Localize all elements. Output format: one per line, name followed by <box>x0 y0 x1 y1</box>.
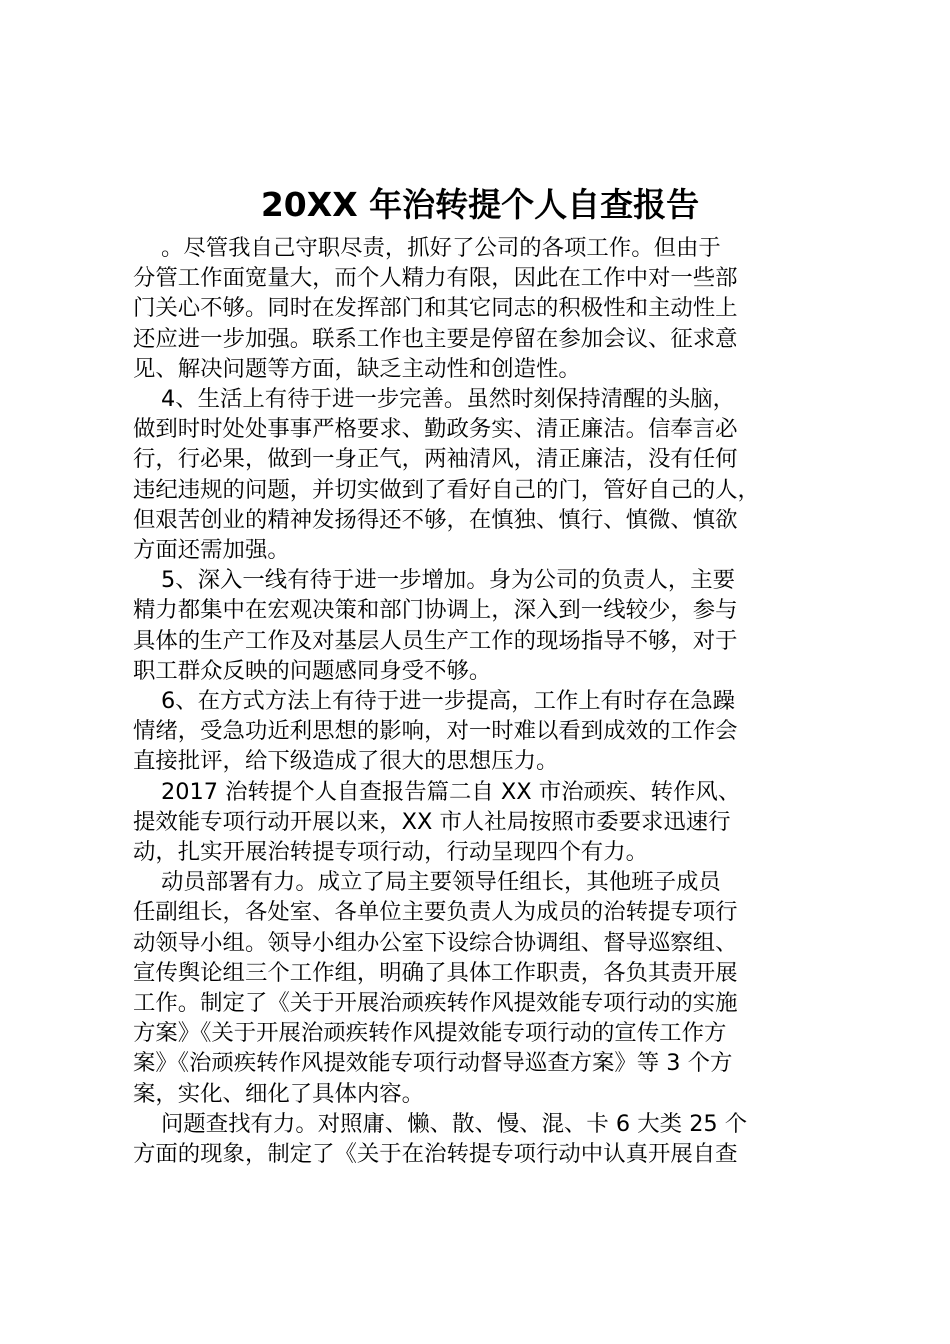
text-line: 做到时时处处事事严格要求、勤政务实、清正廉洁。信奉言必 <box>133 416 738 443</box>
text-line: 。尽管我自己守职尽责，抓好了公司的各项工作。但由于 <box>161 235 721 261</box>
text-line: 动，扎实开展治转提专项行动，行动呈现四个有力。 <box>133 839 648 866</box>
text-line: 见、解决问题等方面，缺乏主动性和创造性。 <box>133 355 581 382</box>
paragraph-7 <box>133 1109 833 1169</box>
text-line: 但艰苦创业的精神发扬得还不够，在慎独、慎行、慎微、慎欲 <box>133 506 738 533</box>
text-line: 5、深入一线有待于进一步增加。身为公司的负责人，主要 <box>161 567 736 594</box>
text-line: 4、生活上有待于进一步完善。虽然时刻保持清醒的头脑， <box>161 386 736 413</box>
text-line: 违纪违规的问题，并切实做到了看好自己的门，管好自己的人， <box>133 476 760 503</box>
text-line: 2017 治转提个人自查报告篇二自 XX 市治顽疾、转作风、 <box>161 778 741 805</box>
text-line: 分管工作面宽量大，而个人精力有限，因此在工作中对一些部 <box>133 265 738 292</box>
text-line: 情绪，受急功近利思想的影响，对一时难以看到成效的工作会 <box>133 718 738 745</box>
paragraph-3 <box>133 565 833 686</box>
text-line: 行，行必果，做到一身正气，两袖清风，清正廉洁，没有任何 <box>133 446 738 473</box>
text-line: 宣传舆论组三个工作组，明确了具体工作职责，各负其责开展 <box>133 959 738 986</box>
text-line: 直接批评，给下级造成了很大的思想压力。 <box>133 748 559 775</box>
document-body <box>133 233 833 1169</box>
paragraph-2 <box>133 384 833 565</box>
document-title: 20XX 年治转提个人自查报告 <box>260 185 700 224</box>
text-line: 问题查找有力。对照庸、懒、散、慢、混、卡 6 大类 25 个 <box>161 1110 748 1137</box>
text-line: 还应进一步加强。联系工作也主要是停留在参加会议、征求意 <box>133 325 738 352</box>
text-line: 门关心不够。同时在发挥部门和其它同志的积极性和主动性上 <box>133 295 738 322</box>
text-line: 方案》《关于开展治顽疾转作风提效能专项行动的宣传工作方 <box>133 1020 727 1047</box>
text-line: 动员部署有力。成立了局主要领导任组长，其他班子成员 <box>161 869 721 896</box>
paragraph-5 <box>133 777 833 868</box>
paragraph-1 <box>133 233 833 384</box>
text-line: 工作。制定了《关于开展治顽疾转作风提效能专项行动的实施 <box>133 990 738 1017</box>
text-line: 精力都集中在宏观决策和部门协调上，深入到一线较少，参与 <box>133 597 738 624</box>
text-line: 任副组长，各处室、各单位主要负责人为成员的治转提专项行 <box>133 899 738 926</box>
paragraph-6 <box>133 867 833 1109</box>
text-line: 6、在方式方法上有待于进一步提高，工作上有时存在急躁 <box>161 688 736 715</box>
text-line: 案，实化、细化了具体内容。 <box>133 1080 425 1107</box>
text-line: 具体的生产工作及对基层人员生产工作的现场指导不够，对于 <box>133 627 738 654</box>
text-line: 方面还需加强。 <box>133 537 290 564</box>
text-line: 职工群众反映的问题感同身受不够。 <box>133 657 492 684</box>
text-line: 案》《治顽疾转作风提效能专项行动督导巡查方案》等 3 个方 <box>133 1050 733 1077</box>
text-line: 动领导小组。领导小组办公室下设综合协调组、督导巡察组、 <box>133 929 738 956</box>
paragraph-4 <box>133 686 833 777</box>
text-line: 提效能专项行动开展以来，XX 市人社局按照市委要求迅速行 <box>133 808 731 835</box>
text-line: 方面的现象，制定了《关于在治转提专项行动中认真开展自查 <box>133 1141 738 1168</box>
